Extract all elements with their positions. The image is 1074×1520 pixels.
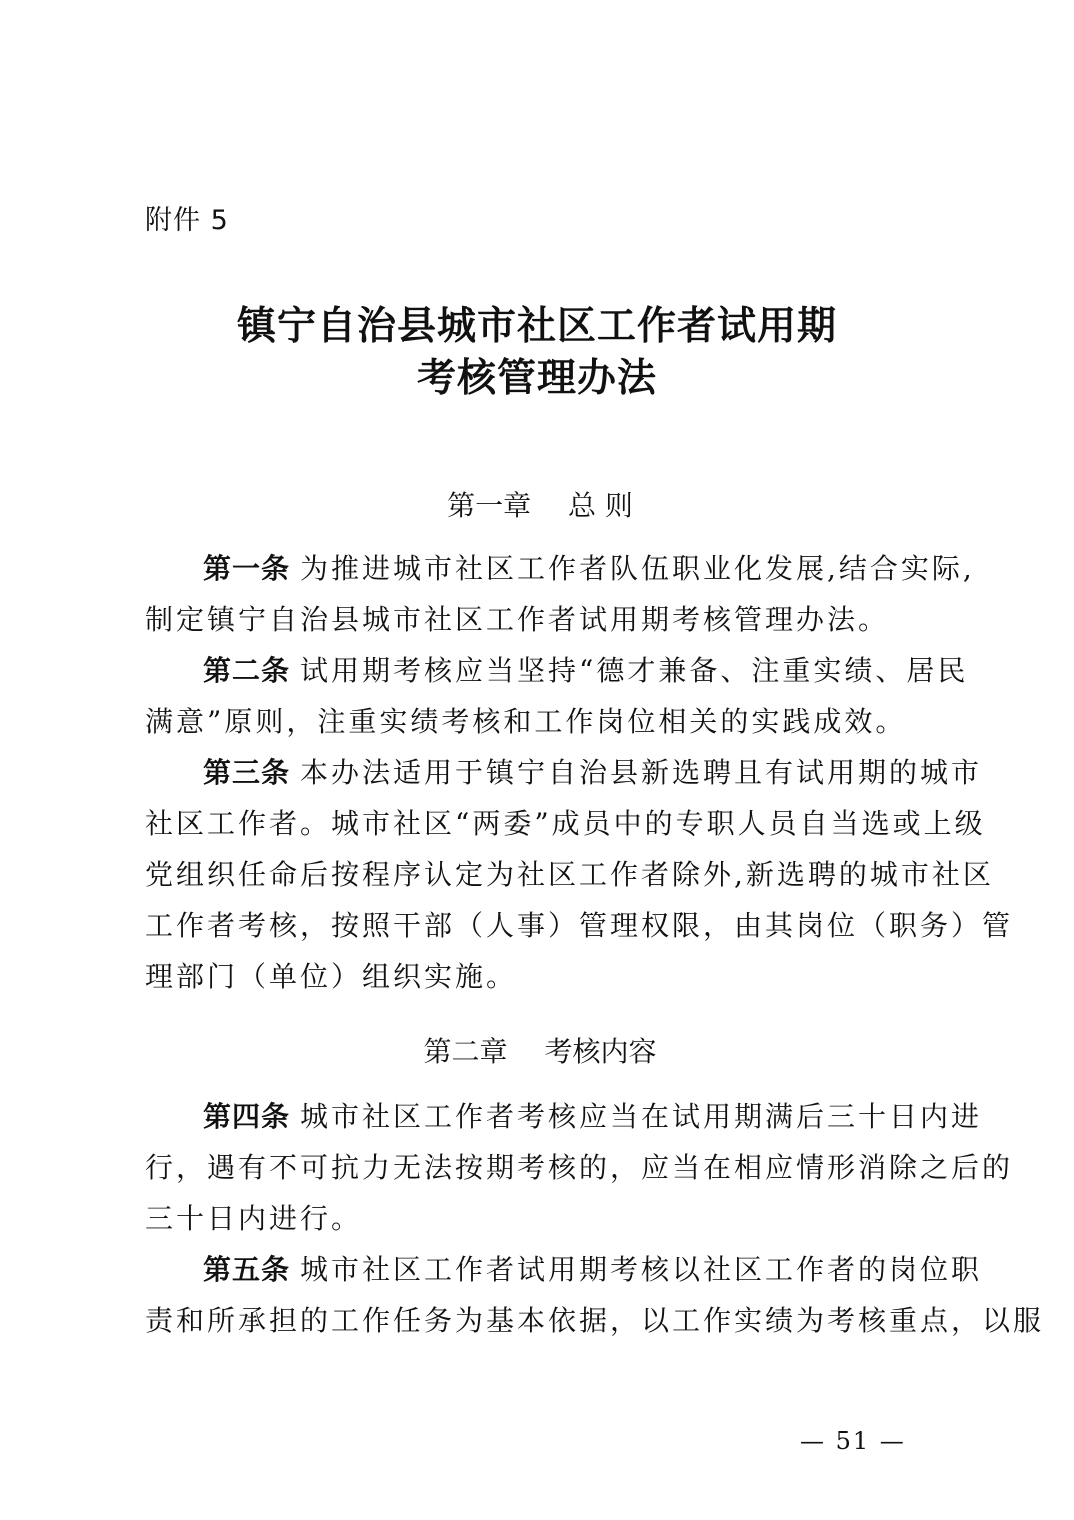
article-3-label: 第三条 xyxy=(203,756,291,789)
article-4-label: 第四条 xyxy=(203,1100,291,1133)
article-2-text: 试用期考核应当坚持“德才兼备、注重实绩、居民 xyxy=(300,654,969,687)
article-4-text: 城市社区工作者考核应当在试用期满后三十日内进 xyxy=(300,1100,983,1133)
article-3-line-5: 理部门（单位）组织实施。 xyxy=(145,960,518,993)
article-4-line-1 xyxy=(203,1095,983,1135)
article-1-line-2: 制定镇宁自治县城市社区工作者试用期考核管理办法。 xyxy=(145,603,890,636)
attachment-label: 附件 5 xyxy=(145,205,229,236)
article-3-text: 本办法适用于镇宁自治县新选聘且有试用期的城市 xyxy=(300,756,983,789)
article-1-line-1 xyxy=(203,547,975,587)
article-3-line-2: 社区工作者。城市社区“两委”成员中的专职人员自当选或上级 xyxy=(145,807,986,840)
article-5-label: 第五条 xyxy=(203,1253,291,1286)
document-title-line-1: 镇宁自治县城市社区工作者试用期 xyxy=(236,303,837,349)
article-4-line-3: 三十日内进行。 xyxy=(145,1202,363,1235)
article-2-line-1 xyxy=(203,649,969,689)
article-2-label: 第二条 xyxy=(203,654,291,687)
article-1-text: 为推进城市社区工作者队伍职业化发展,结合实际, xyxy=(300,552,975,585)
article-2-line-2: 满意”原则，注重实绩考核和工作岗位相关的实践成效。 xyxy=(145,705,907,738)
article-3-line-1 xyxy=(203,751,983,791)
chapter-heading-2: 第二章 考核内容 xyxy=(423,1035,657,1068)
document-title-line-2: 考核管理办法 xyxy=(416,355,657,401)
article-1-label: 第一条 xyxy=(203,552,291,585)
page-number: — 51 — xyxy=(800,1427,906,1455)
article-3-line-3: 党组织任命后按程序认定为社区工作者除外,新选聘的城市社区 xyxy=(145,858,994,891)
article-5-line-1 xyxy=(203,1248,983,1288)
article-5-line-2: 责和所承担的工作任务为基本依据，以工作实绩为考核重点，以服 xyxy=(145,1304,1045,1337)
chapter-heading-1: 第一章 总 则 xyxy=(447,489,633,522)
article-3-line-4: 工作者考核，按照干部（人事）管理权限，由其岗位（职务）管 xyxy=(145,909,1014,942)
article-5-text: 城市社区工作者试用期考核以社区工作者的岗位职 xyxy=(300,1253,983,1286)
article-4-line-2: 行，遇有不可抗力无法按期考核的，应当在相应情形消除之后的 xyxy=(145,1151,1014,1184)
